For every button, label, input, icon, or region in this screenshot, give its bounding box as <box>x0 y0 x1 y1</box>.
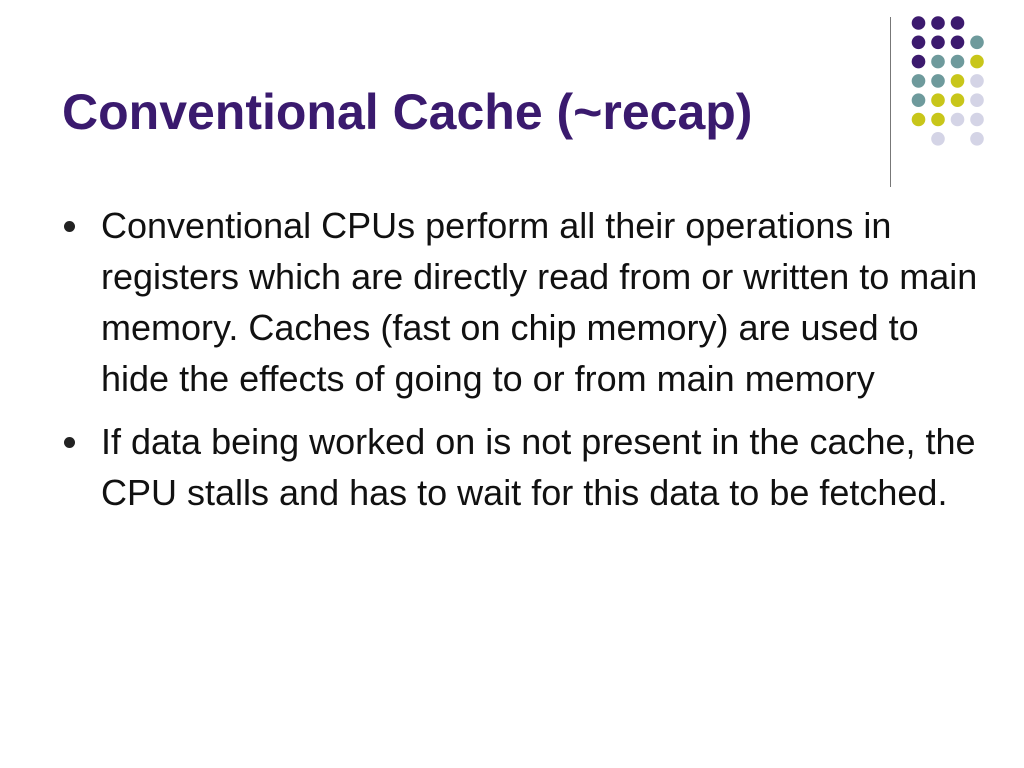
decorative-dot <box>970 132 984 146</box>
decorative-dot <box>931 132 945 146</box>
bullet-item <box>64 416 984 518</box>
decorative-dot <box>931 55 945 69</box>
decorative-dot <box>970 113 984 127</box>
decorative-dot <box>931 74 945 88</box>
decorative-dot <box>951 113 965 127</box>
decorative-dot <box>912 74 926 88</box>
decorative-dot <box>970 74 984 88</box>
slide-title: Conventional Cache (~recap) <box>62 84 753 140</box>
decorative-dot <box>912 36 926 50</box>
bullet-text: Conventional CPUs perform all their operations in registers which are directly read from or written to main memory. Caches (fast on chip memory) are used to hide the effects of going to or from main memory <box>101 205 978 399</box>
bullet-dot-icon <box>64 221 75 232</box>
decorative-dot <box>931 93 945 107</box>
decorative-dot <box>970 93 984 107</box>
decorative-dot <box>951 36 965 50</box>
decorative-dot <box>912 55 926 69</box>
decorative-dot <box>912 16 926 30</box>
decorative-dot <box>951 74 965 88</box>
bullet-dot-icon <box>64 437 75 448</box>
decorative-dot <box>951 55 965 69</box>
decorative-dot <box>912 93 926 107</box>
decorative-dot <box>912 113 926 127</box>
decorative-dot <box>970 36 984 50</box>
bullet-item <box>64 200 984 404</box>
decorative-dot <box>951 16 965 30</box>
decorative-dot <box>931 113 945 127</box>
decorative-dot <box>970 55 984 69</box>
decorative-dot <box>951 93 965 107</box>
decorative-dot <box>931 16 945 30</box>
bullet-text: If data being worked on is not present in the cache, the CPU stalls and has to wait for this data to be fetched. <box>101 421 976 513</box>
decorative-dot <box>931 36 945 50</box>
bullet-list <box>64 200 984 530</box>
vertical-divider <box>890 17 891 187</box>
